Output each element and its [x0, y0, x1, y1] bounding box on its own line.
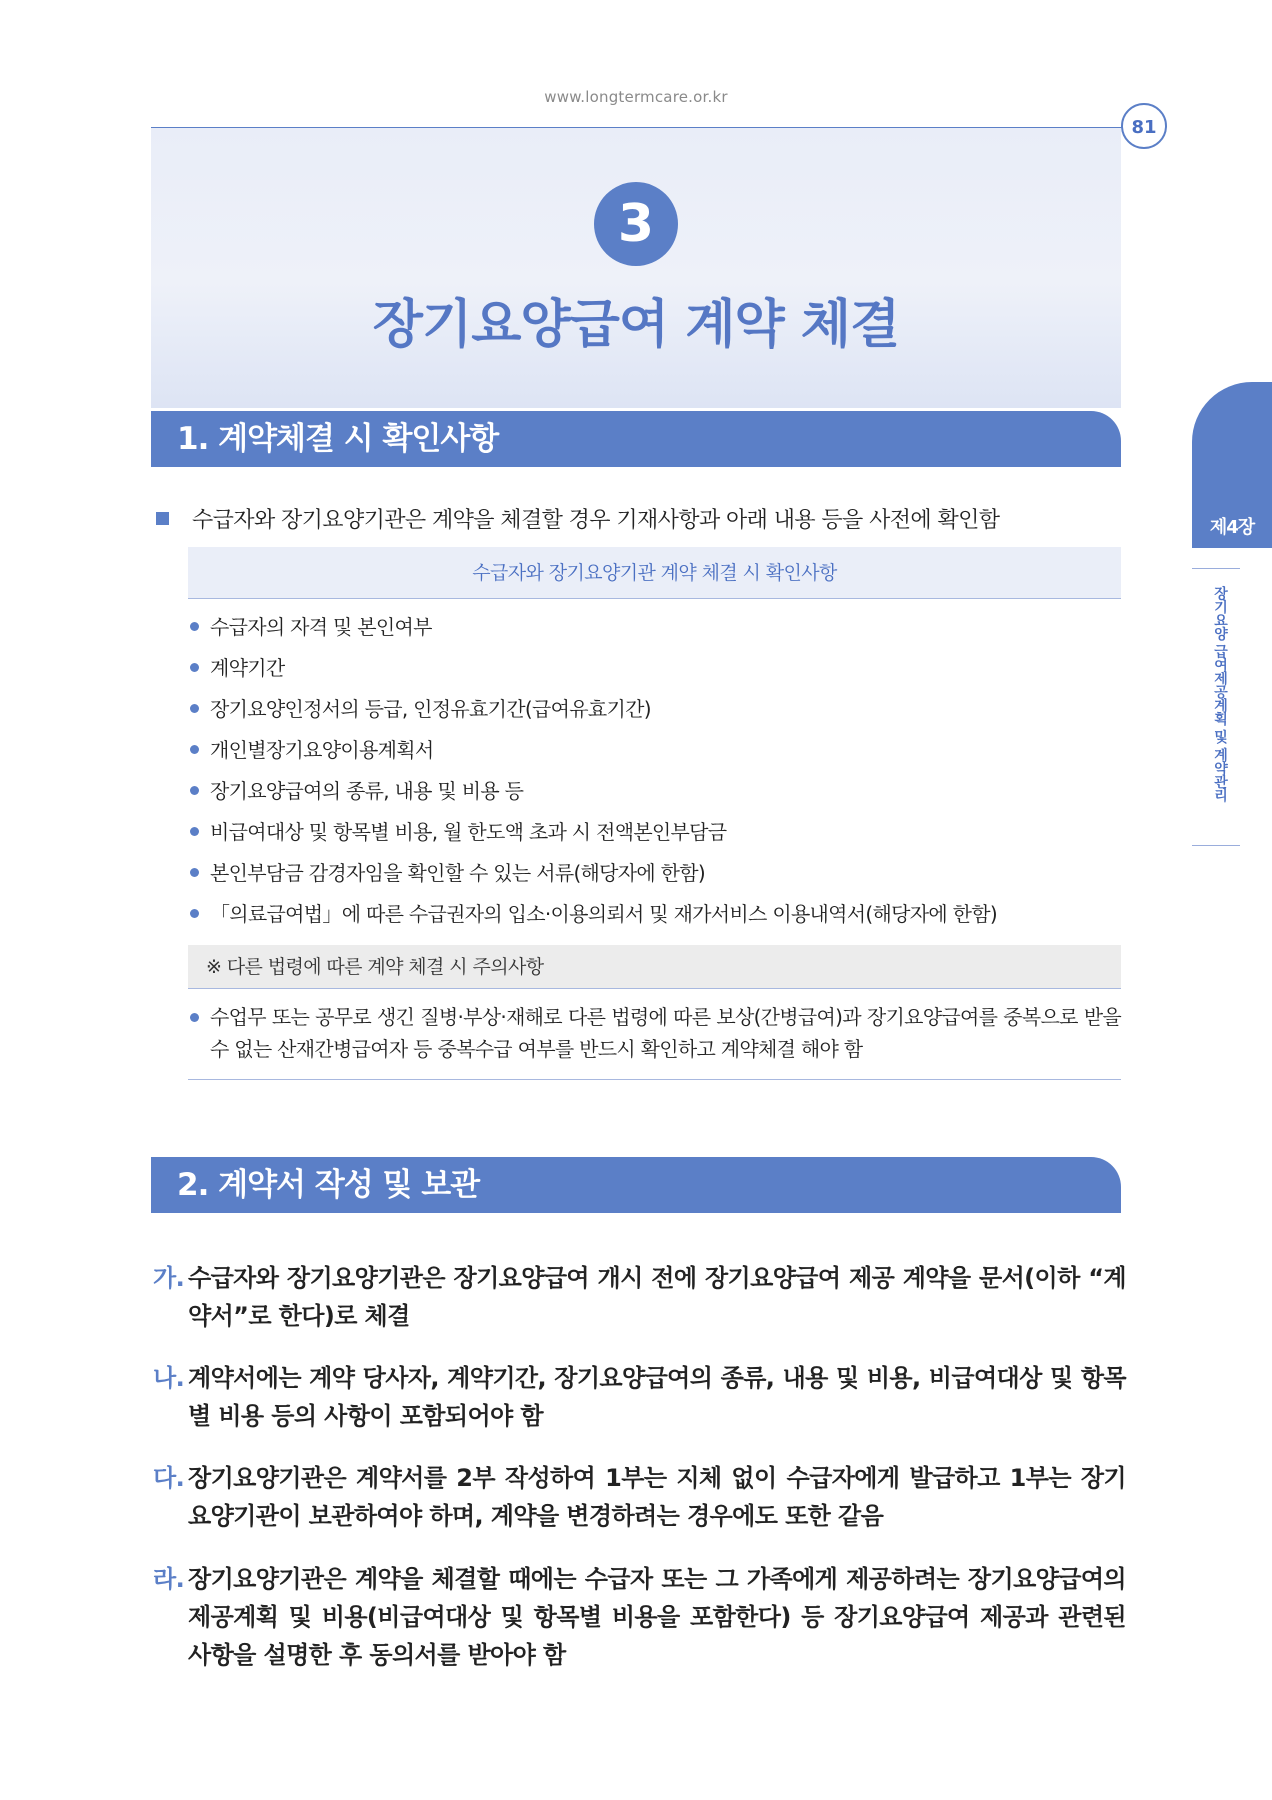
list-marker: 라. [153, 1565, 185, 1593]
website-url: www.longtermcare.or.kr [544, 88, 728, 106]
list-item [151, 1259, 1126, 1335]
square-bullet-icon [156, 512, 169, 525]
caution-box-bottom-rule [188, 1079, 1121, 1080]
chapter-title: 장기요양급여 계약 체결 [372, 295, 900, 355]
list-item [151, 1459, 1126, 1535]
page-number: 81 [1121, 103, 1167, 149]
bullet-dot-icon [190, 663, 199, 672]
list-item: 계약기간 [188, 648, 1128, 689]
chapter-number-badge: 3 [594, 182, 678, 266]
list-item-text: 장기요양기관은 계약을 체결할 때에는 수급자 또는 그 가족에게 제공하려는 장기요양급여의 제공계획 및 비용(비급여대상 및 항목별 비용을 포함한다) 등 장기요양급여 제공과 관련된 사항을 설명한 후 동의서를 받아야 함 [188, 1565, 1126, 1669]
checklist-box-title: 수급자와 장기요양기관 계약 체결 시 확인사항 [188, 547, 1121, 599]
list-item: 「의료급여법」에 따른 수급권자의 입소·이용의뢰서 및 재가서비스 이용내역서(해당자에 한함) [188, 894, 1128, 935]
bullet-dot-icon [190, 827, 199, 836]
section-1-heading: 1. 계약체결 시 확인사항 [151, 411, 1121, 467]
list-item: 수급자의 자격 및 본인여부 [188, 607, 1128, 648]
side-chapter-title: 장기요양 급여제공계획 및 계약관리 [1212, 586, 1228, 802]
bullet-dot-icon [190, 745, 199, 754]
bullet-dot-icon [190, 786, 199, 795]
list-item [151, 1359, 1126, 1435]
bullet-dot-icon [190, 1013, 199, 1022]
caution-box-title: ※ 다른 법령에 따른 계약 체결 시 주의사항 [188, 945, 1121, 989]
bullet-dot-icon [190, 868, 199, 877]
list-item: 본인부담금 감경자임을 확인할 수 있는 서류(해당자에 한함) [188, 853, 1128, 894]
list-item: 장기요양급여의 종류, 내용 및 비용 등 [188, 771, 1128, 812]
list-marker: 가. [153, 1264, 185, 1292]
list-marker: 나. [153, 1364, 185, 1392]
list-marker: 다. [153, 1464, 185, 1492]
list-item-text: 장기요양기관은 계약서를 2부 작성하여 1부는 지체 없이 수급자에게 발급하고 1부는 장기요양기관이 보관하여야 하며, 계약을 변경하려는 경우에도 또한 같음 [188, 1464, 1126, 1530]
bullet-dot-icon [190, 704, 199, 713]
list-item [151, 1560, 1126, 1674]
side-divider-bottom [1192, 845, 1240, 846]
list-item: 개인별장기요양이용계획서 [188, 730, 1128, 771]
caution-item [188, 1001, 1121, 1065]
bullet-dot-icon [190, 909, 199, 918]
section-1-intro-text: 수급자와 장기요양기관은 계약을 체결할 경우 기재사항과 아래 내용 등을 사전에 확인함 [192, 508, 1000, 533]
section-2-heading: 2. 계약서 작성 및 보관 [151, 1157, 1121, 1213]
caution-item-text: 수업무 또는 공무로 생긴 질병·부상·재해로 다른 법령에 따른 보상(간병급여)과 장기요양급여를 중복으로 받을 수 없는 산재간병급여자 등 중복수급 여부를 반드시 확인하고 계약체결 해야 함 [210, 1005, 1121, 1061]
list-item-text: 계약서에는 계약 당사자, 계약기간, 장기요양급여의 종류, 내용 및 비용, 비급여대상 및 항목별 비용 등의 사항이 포함되어야 함 [188, 1364, 1126, 1430]
chapter-banner [151, 128, 1121, 408]
side-tab-chapter-label: 제4장 [1209, 517, 1255, 538]
list-item: 비급여대상 및 항목별 비용, 월 한도액 초과 시 전액본인부담금 [188, 812, 1128, 853]
list-item: 장기요양인정서의 등급, 인정유효기간(급여유효기간) [188, 689, 1128, 730]
list-item-text: 수급자와 장기요양기관은 장기요양급여 개시 전에 장기요양급여 제공 계약을 문서(이하 “계약서”로 한다)로 체결 [188, 1264, 1126, 1330]
section-1-intro [156, 503, 999, 534]
bullet-dot-icon [190, 622, 199, 631]
side-divider-top [1192, 568, 1240, 569]
checklist [188, 607, 1128, 935]
